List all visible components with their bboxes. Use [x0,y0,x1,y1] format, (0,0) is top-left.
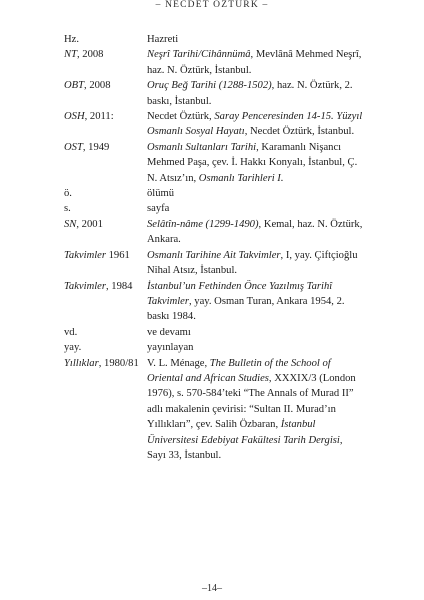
definition-segment: Osmanlı Sultanları Tarihi [147,141,257,153]
term-segment: NT [64,49,77,61]
definition-segment: Neşrî Tarihi/Cihânnümâ [147,49,251,61]
abbreviation-definition [147,109,363,140]
abbreviation-term [64,47,146,62]
abbreviation-entry [64,47,364,78]
abbreviation-definition [147,78,363,109]
definition-segment: , yay. Osman Turan, Ankara 1954, 2. baskı 1984. [147,295,345,323]
running-header: – NECDET ÖZTÜRK – [155,0,269,10]
abbreviation-definition [147,140,363,186]
definition-segment: V. L. Ménage, [147,357,210,369]
abbreviation-entry [64,140,364,186]
abbreviation-entry [64,201,364,216]
definition-segment: Osmanlı Tarihleri I. [198,172,284,184]
term-segment: , 2008 [84,80,111,92]
definition-segment: , Karamanlı Nişancı Mehmed Paşa, çev. İ. Hakkı Konyalı, İstanbul, Ç. N. Atsız’ın, [147,141,358,184]
abbreviation-definition [147,32,363,47]
definition-segment: , XXXIX/3 (London 1976), s. 570-584’teki “The Annals of Murad II” adlı makalenin çevirisi: “Sultan II. Murad’ın Yıllıkları”, çev. Salih Özbaran, [147,372,356,431]
abbreviation-term [64,109,146,124]
abbreviation-definition [147,201,363,216]
definition-segment: Osmanlı Tarihine Ait Takvimler [147,249,281,261]
definition-segment: Oruç Beğ Tarihi (1288-1502) [147,80,272,92]
definition-segment: yayınlayan [147,342,194,354]
term-segment: OSH [64,111,85,123]
term-segment: Takvimler [64,249,106,261]
term-segment: , 1980/81 [98,357,139,369]
term-segment: , 1949 [82,141,110,153]
abbreviation-definition [147,186,363,201]
abbreviation-definition [147,340,363,355]
abbreviation-term [64,279,146,294]
term-segment: , 1984 [105,280,133,292]
term-segment: Hz. [64,34,80,45]
definition-segment: , Mevlânâ Mehmed Neşrî, haz. N. Öztürk, İstanbul. [147,49,362,76]
abbreviation-term [64,340,146,355]
abbreviation-definition [147,325,363,340]
term-segment: yay. [64,342,82,354]
definition-segment: , Kemal, haz. N. Öztürk, Ankara. [147,218,363,246]
definition-segment: , Necdet Öztürk, İstanbul. [244,126,355,138]
term-segment: 1961 [105,249,130,261]
definition-segment: ölümü [147,188,175,200]
term-segment: s. [64,203,71,215]
abbreviation-list [64,32,364,463]
abbreviation-term [64,186,146,201]
term-segment: , 2011: [84,111,114,123]
definition-segment: , I, yay. Çiftçioğlu Nihal Atsız, İstanbul. [147,249,358,277]
term-segment: Takvimler [64,280,106,292]
abbreviation-definition [147,217,363,248]
abbreviation-entry [64,109,364,140]
term-segment: ö. [64,188,72,200]
abbreviation-term [64,356,146,371]
abbreviation-definition [147,47,363,78]
definition-segment: ve devamı [147,326,191,338]
abbreviation-term [64,78,146,93]
abbreviation-entry [64,78,364,109]
term-segment: , 2008 [76,49,104,61]
abbreviation-entry [64,217,364,248]
term-segment: vd. [64,326,78,338]
definition-segment: İstanbul Üniversitesi Edebiyat Fakültesi Tarih Dergisi [147,419,340,446]
abbreviation-term [64,248,146,263]
abbreviation-entry [64,186,364,201]
definition-segment: sayfa [147,203,170,215]
definition-segment: , Sayı 33, İstanbul. [147,434,343,461]
definition-segment: Hazreti [147,34,179,45]
definition-segment: İstanbul’un Fethinden Önce Yazılmış Tarihî Takvimler [147,280,333,307]
definition-segment: Necdet Öztürk, [147,111,215,123]
term-segment: , 2001 [76,218,103,230]
abbreviation-term [64,140,146,155]
abbreviation-entry [64,248,364,279]
abbreviation-definition [147,356,363,464]
abbreviation-entry [64,279,364,325]
abbreviation-term [64,325,146,340]
abbreviation-definition [147,279,363,325]
abbreviation-entry [64,32,364,47]
term-segment: Yıllıklar [64,357,99,369]
abbreviation-entry [64,340,364,355]
definition-segment: Selâtîn-nâme (1299-1490) [147,218,259,230]
definition-segment: , haz. N. Öztürk, 2. baskı, İstanbul. [147,80,353,107]
term-segment: OST [64,141,83,153]
abbreviation-entry [64,356,364,464]
abbreviation-entry [64,325,364,340]
abbreviation-term [64,217,146,232]
abbreviation-term [64,32,146,47]
abbreviation-term [64,201,146,216]
abbreviation-definition [147,248,363,279]
term-segment: OBT [64,80,85,92]
page-number: –14– [202,583,222,594]
definition-segment: Saray Penceresinden 14-15. Yüzyıl Osmanlı Sosyal Hayatı [147,111,363,138]
definition-segment: The Bulletin of the School of Oriental and African Studies [147,357,331,384]
term-segment: SN [64,218,77,230]
